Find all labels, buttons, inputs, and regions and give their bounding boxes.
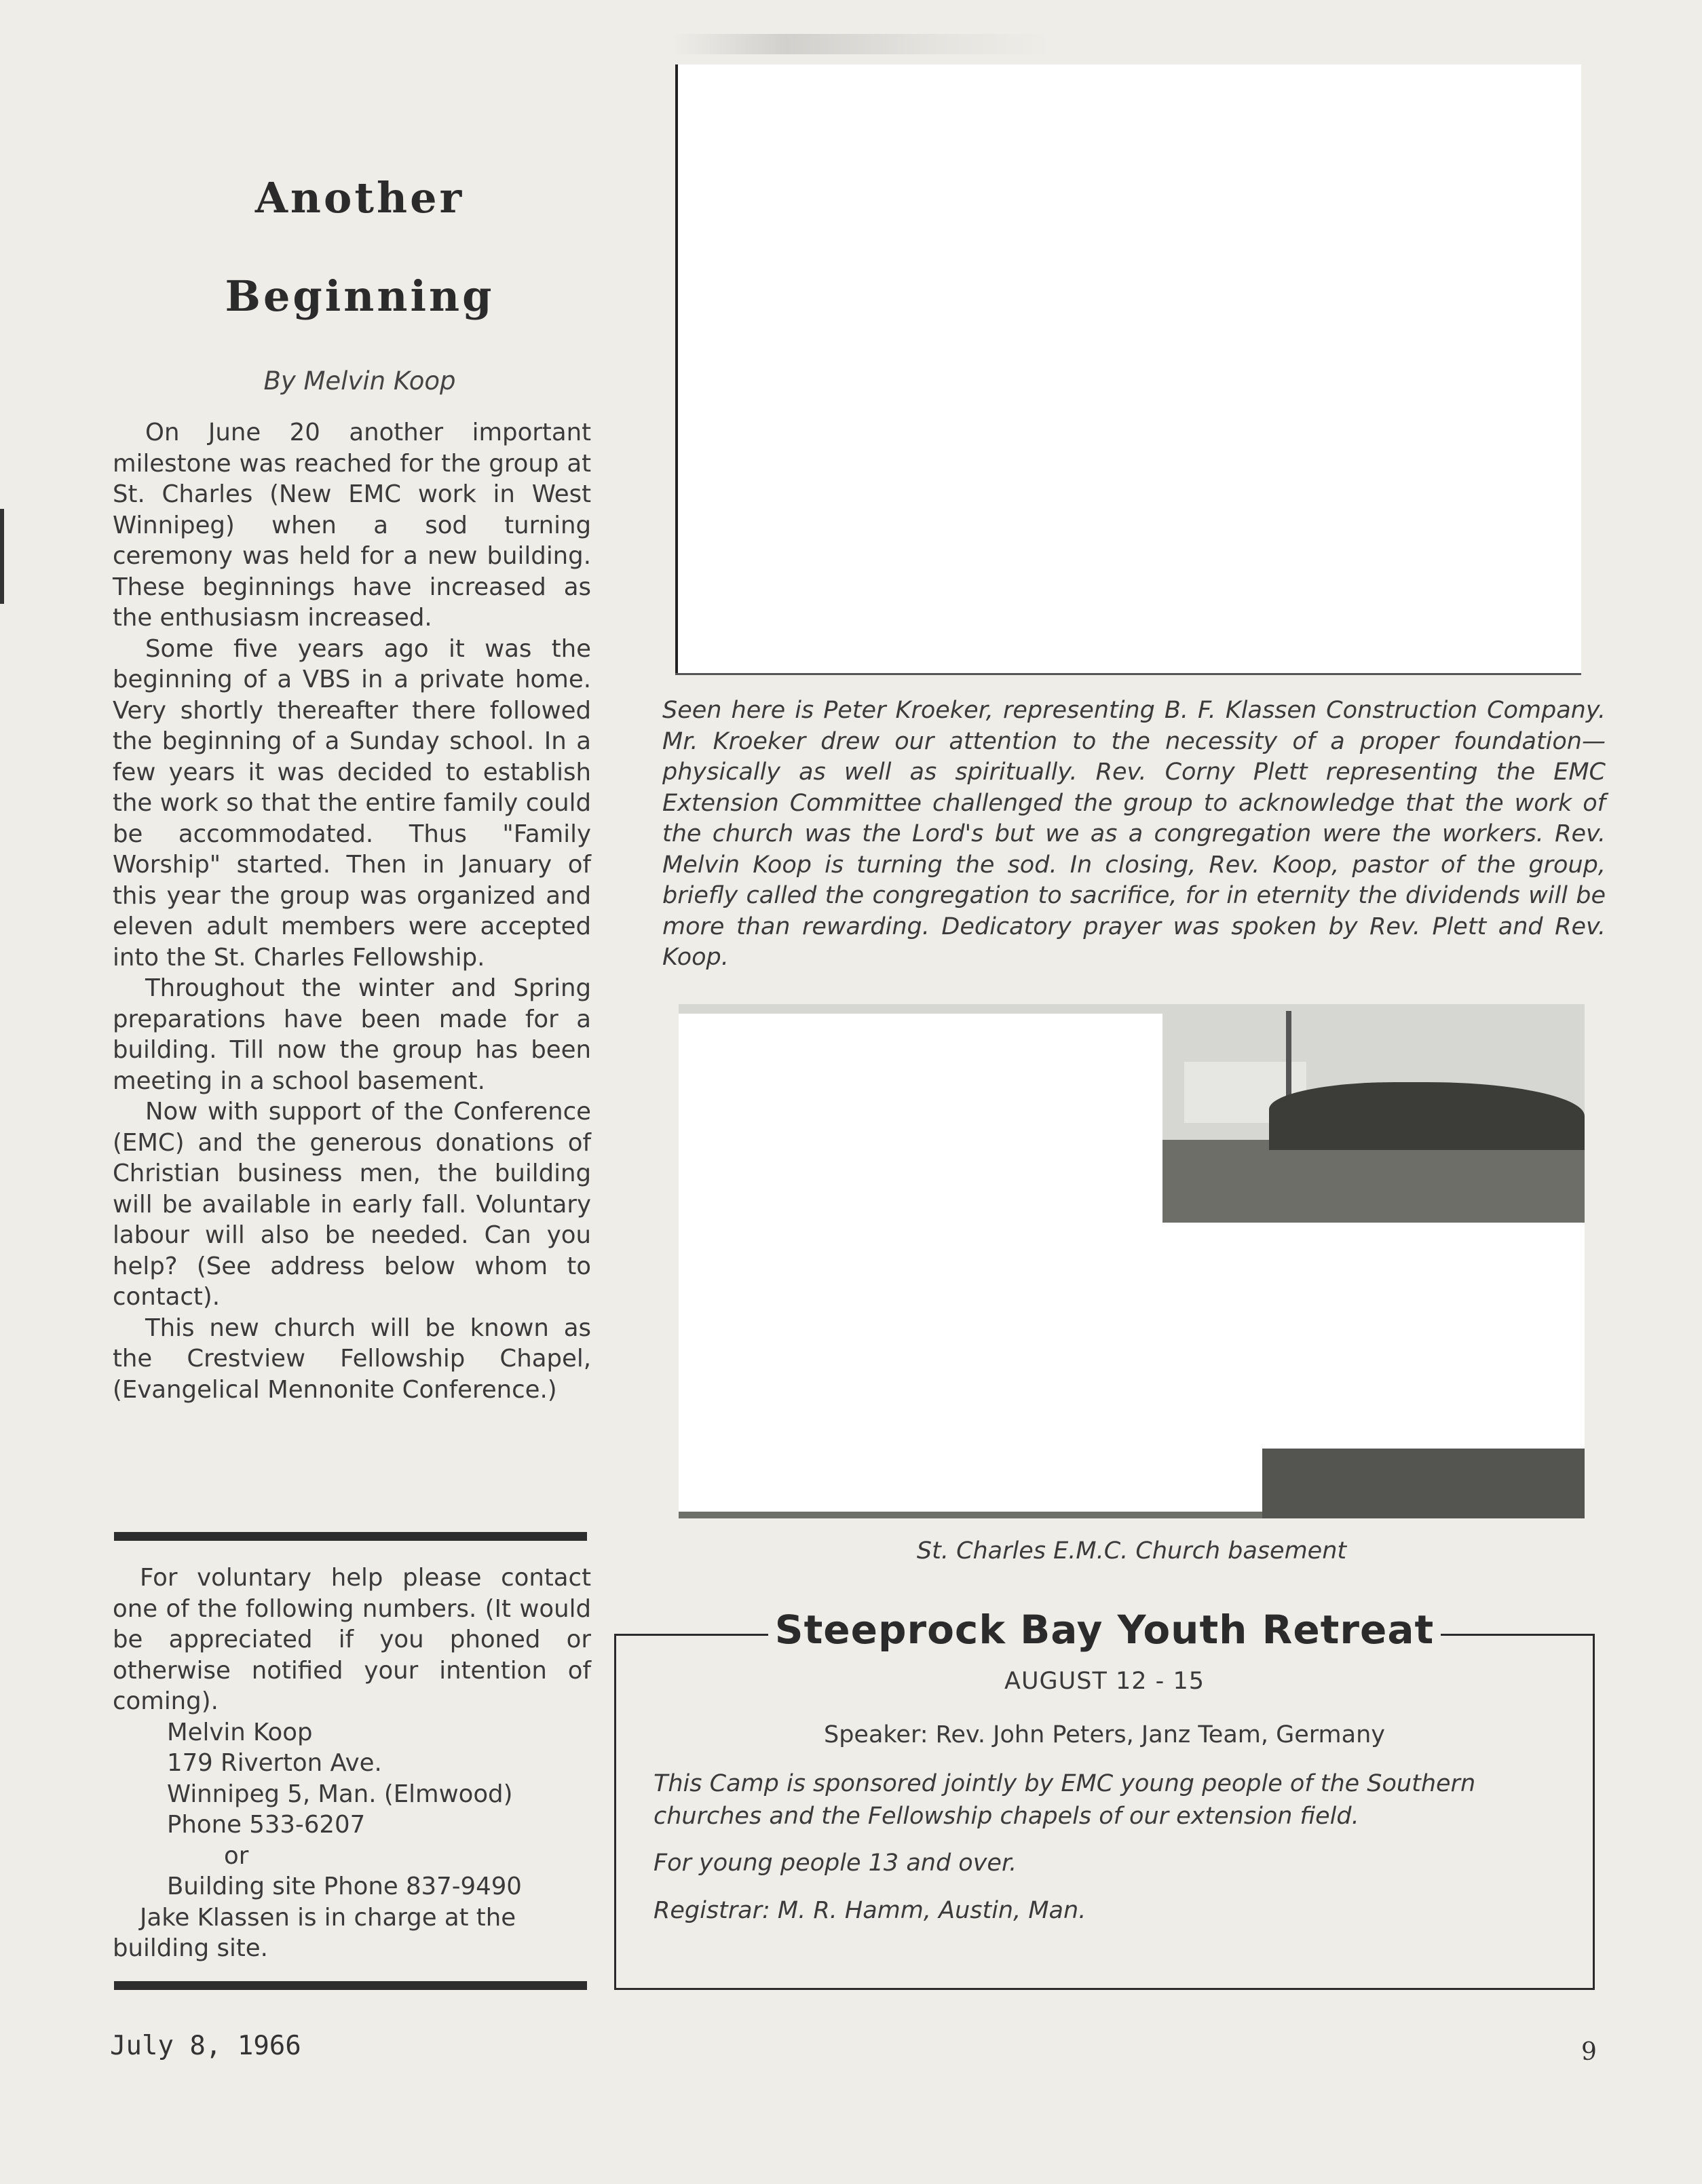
page-number: 9 [1581, 2038, 1597, 2066]
retreat-title [614, 1607, 1595, 1653]
photo-shrubs [1262, 1449, 1585, 1518]
contact-phone: Phone 533-6207 [167, 1811, 366, 1839]
issue-date: July 8, 1966 [110, 2031, 301, 2061]
photo-edge [675, 64, 678, 675]
article-body [113, 417, 591, 1405]
contact-box [113, 1563, 591, 1964]
contact-city: Winnipeg 5, Man. (Elmwood) [167, 1780, 513, 1808]
contact-or: or [224, 1841, 249, 1870]
church-basement-photo [679, 1004, 1585, 1518]
church-basement-caption: St. Charles E.M.C. Church basement [916, 1537, 1347, 1565]
retreat-dates: AUGUST 12 - 15 [1004, 1668, 1205, 1695]
photo-bottom-edge [675, 673, 1581, 675]
retreat-ages: For young people 13 and over. [654, 1850, 1017, 1877]
article-paragraph: Some five years ago it was the beginning of a VBS in a private home. Very shortly thereafter there followed the beginning of a Sunday school. In a few years it was decided to establish the work so that the entire family could be accommodated. Thus "Family Worship" started. Then in January of this year the group was organized and eleven adult members were accepted into the St. Charles Fellowship. [113, 634, 591, 972]
sod-turning-photo [675, 64, 1581, 675]
page-edge-mark [0, 509, 4, 604]
redacted-region [679, 1449, 1262, 1512]
contact-street: 179 Riverton Ave. [167, 1749, 382, 1777]
article-paragraph: Now with support of the Conference (EMC) and the generous donations of Christian business men, the building will be available in early fall. Voluntary labour will also be needed. Can you help? (See address below whom to contact). [113, 1098, 591, 1311]
divider-rule-bottom [114, 1981, 587, 1990]
retreat-title-text: Steeprock Bay Youth Retreat [768, 1607, 1441, 1653]
contact-site-phone: Building site Phone 837-9490 [167, 1873, 522, 1900]
divider-rule-top [114, 1532, 587, 1541]
article-byline: By Melvin Koop [263, 366, 456, 396]
contact-closing: Jake Klassen is in charge at the building site. [113, 1903, 516, 1962]
article-title-line2: Beginning [225, 271, 495, 321]
scan-artifact [672, 34, 1052, 54]
retreat-sponsor: This Camp is sponsored jointly by EMC young people of the Southern churches and the Fellowship chapels of our extension field. [654, 1770, 1476, 1830]
article-title-line1: Another [254, 173, 465, 223]
article-paragraph: This new church will be known as the Crestview Fellowship Chapel, (Evangelical Mennonite Conference.) [113, 1314, 591, 1404]
redacted-region [1162, 1223, 1585, 1449]
article-paragraph: On June 20 another important milestone was reached for the group at St. Charles (New EMC work in West Winnipeg) when a sod turning ceremony was held for a new building. These beginnings have increased as the enthusiasm increased. [113, 419, 591, 632]
contact-intro: For voluntary help please contact one of the following numbers. (It would be appreciated if you phoned or otherwise notified your intention of coming). [113, 1564, 591, 1715]
article-paragraph: Throughout the winter and Spring preparations have been made for a building. Till now the group has been meeting in a school basement. [113, 974, 591, 1095]
sod-turning-caption: Seen here is Peter Kroeker, representing B. F. Klassen Construction Company. Mr. Kroeker drew our attention to the necessity of a proper foundation—physically as well as spiritually. Rev. Corny Plett representing the EMC Extension Committee challenged the group to acknowledge that the work of the church was the Lord's but we as a congregation were the workers. Rev. Melvin Koop is turning the sod. In closing, Rev. Koop, pastor of the group, briefly called the congregation to sacrifice, for in eternity the dividends will be more than rewarding. Dedicatory prayer was spoken by Rev. Plett and Rev. Koop. [662, 697, 1606, 971]
retreat-registrar: Registrar: M. R. Hamm, Austin, Man. [654, 1897, 1086, 1924]
contact-name: Melvin Koop [167, 1718, 313, 1746]
redacted-region [679, 1014, 1162, 1502]
retreat-speaker: Speaker: Rev. John Peters, Janz Team, Germany [823, 1721, 1385, 1748]
photo-dirt-pile [1269, 1082, 1585, 1150]
